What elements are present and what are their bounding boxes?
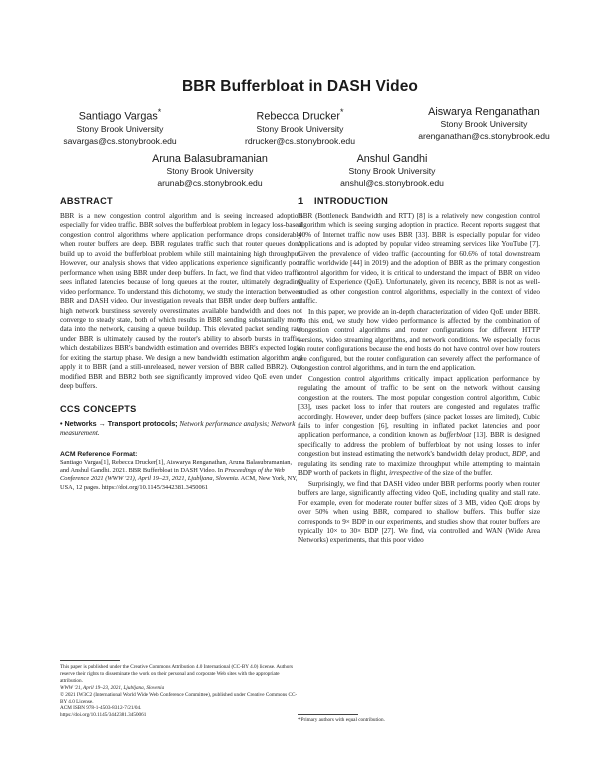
- author-block: [394, 106, 574, 142]
- author-email[interactable]: arunab@cs.stonybrook.edu: [157, 178, 263, 188]
- intro-heading: [298, 196, 540, 207]
- author-name: Santiago Vargas: [78, 110, 158, 123]
- acm-ref-plain: Santiago Vargas[1], Rebecca Drucker[1], Aiswarya Renganathan, Aruna Balasubramanian, and Anshul Gandhi. 2021. BBR Bufferbloat in DASH Video. In: [60, 458, 293, 474]
- isbn-note: ACM ISBN 978-1-4503-8312-7/21/04.: [60, 705, 142, 712]
- left-column: [60, 196, 302, 492]
- conference-note: WWW '21, April 19–23, 2021, Ljubljana, Slovenia: [60, 684, 165, 691]
- equal-contribution-mark: *: [157, 107, 162, 117]
- acm-ref-venue: Proceedings of the Web Conference 2021 (WWW '21), April 19–23, 2021, Ljubljana, Slovenia.: [60, 466, 285, 483]
- author-email[interactable]: savargas@cs.stonybrook.edu: [63, 135, 177, 146]
- section-number: 1: [298, 196, 304, 206]
- author-block: [130, 153, 290, 189]
- abstract-text: BBR is a new congestion control algorithm and is seeing increased adoption especially for video traffic. BBR solves the bufferbloat problem in legacy loss-based congestion control algorithms where application performance drops considerably when router buffers are deep. BBR regulates traffic such that router queues don't build up to avoid the bufferbloat problem while still maintaining high throughput. However, our analysis shows that video applications experience significantly poor performance when using BBR under deep buffers. In fact, we find that video traffic sees inflated latencies because of long queues at the router, ultimately degrading video performance. To understand this dichotomy, we study the interaction between BBR and DASH video. Our investigation reveals that BBR under deep buffers and high network burstiness severely overestimates available bandwidth and does not converge to steady state, both of which results in BBR sending substantially more data into the network, causing a queue buildup. This elevated packet sending rate under BBR is ultimately caused by the router's ability to absorb bursts in traffic, which destabilizes BBR's bandwidth estimation and overrides BBR's expected logic for exiting the startup phase. We design a new bandwidth estimation algorithm and apply it to BBR (and a still-unreleased, newer version of BBR called BBR2). Our modified BBR and BBR2 both see significantly improved video QoE even under deep buffers.: [60, 212, 302, 391]
- paper-title: BBR Bufferbloat in DASH Video: [182, 78, 418, 95]
- intro-paragraph-4: Surprisingly, we find that DASH video under BBR performs poorly when router buffers are large, significantly affecting video QoE, including quality and stall rate. For example, even for moderate router buffer sizes of 3 MB, video QoE drops by over 50% when using BBR, compared to shallow buffers. This buffer size corresponds to 9× BDP in our experiments, and studies show that router buffers are typically 10× to 30× BDP [27]. We find, via controlled and WAN (Wide Area Networks) experiments, that this poor video: [298, 479, 540, 545]
- author-block: [312, 153, 472, 189]
- footer-rule: [60, 660, 120, 661]
- author-affiliation: Stony Brook University: [256, 123, 344, 134]
- author-email[interactable]: rdrucker@cs.stonybrook.edu: [245, 135, 355, 146]
- acm-ref-doi[interactable]: ACM, New York, NY, USA, 12 pages. https://doi.org/10.1145/3442381.3450061: [60, 475, 298, 491]
- copyright-footer: [60, 664, 302, 719]
- right-column: [298, 196, 540, 546]
- abstract-heading: ABSTRACT: [60, 196, 113, 206]
- intro-paragraph-3: Congestion control algorithms critically impact application performance by regulating the amount of traffic to be sent on the network without causing congestion at the routers. The most popular congestion control algorithm, Cubic [33], uses packet loss to infer that routers are congested and regulates traffic accordingly. However, under deep buffers (since packet losses are limited), Cubic fails to infer congestion [6], resulting in inflated packet latencies and poor application performance, a condition known as bufferbloat [13]. BBR is designed specifically to address the problem of bufferbloat by not using losses to infer congestion but instead estimating the network's bandwidth delay product, BDP, and regulating its sending rate to maximize throughput while attempting to maintain BDP worth of packets in flight, irrespective of the size of the buffer.: [298, 374, 540, 478]
- author-name: Aruna Balasubramanian: [152, 153, 268, 165]
- doi-link[interactable]: https://doi.org/10.1145/3442381.3450061: [60, 712, 147, 719]
- ccs-bold: • Networks → Transport protocols;: [60, 419, 178, 428]
- ccs-italic: Network performance analysis; Network measurement.: [60, 419, 296, 438]
- author-name: Rebecca Drucker: [256, 110, 340, 123]
- intro-paragraph-1: BBR (Bottleneck Bandwidth and RTT) [8] is a relatively new congestion control algorithm which is seeing surging adoption in practice. Recent reports suggest that 40% of Internet traffic now uses BBR [33]. BBR is especially popular for video applications and is adopted by popular video streaming services like YouTube [7]. Given the prevalence of video traffic (accounting for 60.6% of total downstream traffic worldwide [44] in 2019) and the adoption of BBR as the primary congestion control algorithm for video, it is critical to understand the impact of BBR on video Quality of Experience (QoE). Unfortunately, given its recency, BBR is not as well-studied as other congestion control algorithms, especially in the context of video traffic.: [298, 212, 540, 306]
- acm-reference: [60, 459, 302, 493]
- author-affiliation: Stony Brook University: [348, 166, 436, 176]
- author-block: [40, 106, 200, 147]
- author-name: Aiswarya Renganathan: [428, 106, 540, 118]
- author-affiliation: Stony Brook University: [440, 119, 528, 129]
- copyright-note: © 2021 IW3C2 (International World Wide Web Conference Committee), published under Creative Commons CC-BY 4.0 License.: [60, 691, 298, 705]
- intro-paragraph-2: In this paper, we provide an in-depth characterization of video QoE under BBR. To this end, we study how video performance is affected by the combination of congestion control algorithms and router configurations for different HTTP versions, video streaming algorithms, and network conditions. We especially focus on router configurations because the end hosts do not have control over how routers are configured, but the router configuration can severely affect the performance of congestion control algorithms, and in turn the end application.: [298, 307, 540, 373]
- author-block: [220, 106, 380, 147]
- primary-authors-footnote: *Primary authors with equal contribution.: [298, 717, 385, 723]
- author-affiliation: Stony Brook University: [76, 123, 164, 134]
- author-email[interactable]: anshul@cs.stonybrook.edu: [340, 178, 444, 188]
- author-name: Anshul Gandhi: [356, 153, 428, 165]
- ccs-concepts: [60, 420, 302, 439]
- license-note: This paper is published under the Creative Commons Attribution 4.0 International (CC-BY 4.0) license. Authors reserve their rights to disseminate the work on their personal and corporate Web sites with the appropriate attribution.: [60, 664, 294, 684]
- section-title: INTRODUCTION: [314, 196, 389, 206]
- acm-reference-heading: ACM Reference Format:: [60, 450, 138, 458]
- equal-contribution-mark: *: [339, 107, 344, 117]
- author-email[interactable]: arenganathan@cs.stonybrook.edu: [418, 131, 550, 141]
- ccs-heading: CCS CONCEPTS: [60, 403, 137, 414]
- author-affiliation: Stony Brook University: [166, 166, 254, 176]
- footnote-rule: [298, 714, 358, 715]
